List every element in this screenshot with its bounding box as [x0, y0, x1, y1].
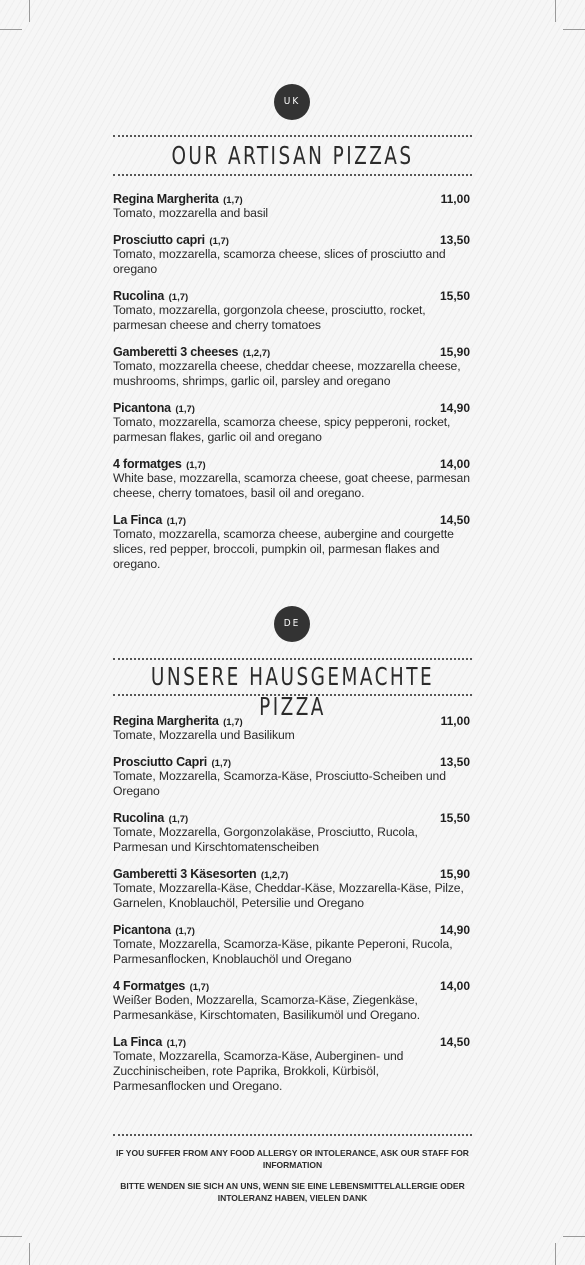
item-description: Tomato, mozzarella, scamorza cheese, spicy pepperoni, rocket, parmesan flakes, garlic oil and oregano: [113, 415, 451, 444]
item-price: 15,50: [439, 811, 470, 825]
item-price: 11,00: [440, 192, 470, 206]
menu-item: [113, 1033, 472, 1094]
item-description: Weißer Boden, Mozzarella, Scamorza-Käse, Ziegenkäse, Parmesankäse, Kirschtomaten, Basilikumöl und Oregano.: [113, 993, 420, 1022]
item-price: 11,00: [440, 714, 470, 728]
item-allergens: (1,7): [189, 982, 210, 993]
menu-item: [113, 399, 472, 445]
item-allergens: (1,2,7): [242, 348, 271, 359]
item-description: Tomato, mozzarella, scamorza cheese, slices of prosciutto and oregano: [113, 247, 446, 276]
item-description: Tomato, mozzarella, gorgonzola cheese, prosciutto, rocket, parmesan cheese and cherry tomatoes: [113, 303, 426, 332]
menu-item: [113, 343, 472, 389]
item-name: Gamberetti 3 cheeses: [113, 345, 239, 359]
item-allergens: (1,7): [168, 814, 189, 825]
menu-item: [113, 712, 472, 743]
item-allergens: (1,7): [223, 717, 243, 728]
dotted-divider: [113, 658, 472, 660]
item-price: 14,90: [439, 401, 470, 415]
crop-mark: [0, 1236, 22, 1237]
item-description: Tomate, Mozzarella, Gorgonzolakäse, Prosciutto, Rucola, Parmesan und Kirschtomatenscheiben: [113, 825, 418, 854]
menu-item: [113, 511, 472, 572]
item-description: Tomate, Mozzarella, Scamorza-Käse, Auberginen- und Zucchinischeiben, rote Paprika, Brokkoli, Kürbisöl, Parmesanflocken und Oregano.: [113, 1049, 404, 1093]
item-price: 15,90: [439, 345, 470, 359]
section-title-uk: OUR ARTISAN PIZZAS: [171, 141, 414, 170]
item-name: Regina Margherita: [113, 192, 219, 206]
menu-item: [113, 455, 472, 501]
menu-item: [113, 809, 472, 855]
crop-mark: [563, 29, 585, 30]
item-description: White base, mozzarella, scamorza cheese, goat cheese, parmesan cheese, cherry tomatoes, basil oil and oregano.: [113, 471, 470, 500]
dotted-divider: [113, 694, 472, 696]
item-price: 14,50: [439, 513, 470, 527]
item-price: 15,90: [439, 867, 470, 881]
item-name: Gamberetti 3 Käsesorten: [113, 867, 257, 881]
menu-item: [113, 921, 472, 967]
item-price: 14,50: [439, 1035, 470, 1049]
item-allergens: (1,7): [186, 460, 206, 471]
item-description: Tomato, mozzarella cheese, cheddar cheese, mozzarella cheese, mushrooms, shrimps, garlic oil, parsley and oregano: [113, 359, 461, 388]
language-badge-de: DE: [274, 606, 310, 642]
crop-mark: [29, 1243, 30, 1265]
menu-item: [113, 977, 472, 1023]
item-name: Rucolina: [113, 289, 165, 303]
item-name: La Finca: [113, 1035, 163, 1049]
crop-mark: [555, 0, 556, 22]
item-description: Tomate, Mozzarella-Käse, Cheddar-Käse, Mozzarella-Käse, Pilze, Garnelen, Knoblauchöl, Petersilie und Oregano: [113, 881, 464, 910]
item-name: Picantona: [113, 401, 171, 415]
menu-item: [113, 287, 472, 333]
crop-mark: [0, 29, 22, 30]
item-price: 15,50: [439, 289, 470, 303]
item-price: 13,50: [439, 233, 470, 247]
item-price: 14,00: [439, 457, 470, 471]
item-description: Tomato, mozzarella, scamorza cheese, aubergine and courgette slices, red pepper, broccoli, pumpkin oil, parmesan flakes and oregano.: [113, 527, 454, 571]
item-allergens: (1,7): [223, 195, 243, 206]
item-allergens: (1,2,7): [260, 870, 289, 881]
item-name: La Finca: [113, 513, 163, 527]
dotted-divider: [113, 1134, 472, 1136]
item-name: Regina Margherita: [113, 714, 219, 728]
dotted-divider: [113, 135, 472, 137]
item-name: 4 formatges: [113, 457, 182, 471]
item-name: Prosciutto Capri: [113, 755, 208, 769]
item-description: Tomato, mozzarella and basil: [113, 206, 269, 220]
item-name: Rucolina: [113, 811, 165, 825]
item-name: Prosciutto capri: [113, 233, 205, 247]
item-allergens: (1,7): [175, 926, 195, 937]
item-description: Tomate, Mozzarella und Basilikum: [113, 728, 295, 742]
item-allergens: (1,7): [166, 1038, 187, 1049]
menu-item: [113, 753, 472, 799]
item-allergens: (1,7): [175, 404, 195, 415]
dotted-divider: [113, 174, 472, 176]
menu-item: [113, 865, 472, 911]
menu-item: [113, 190, 472, 221]
item-description: Tomate, Mozzarella, Scamorza-Käse, Prosciutto-Scheiben und Oregano: [113, 769, 446, 798]
item-price: 13,50: [439, 755, 470, 769]
menu-item: [113, 231, 472, 277]
crop-mark: [555, 1243, 556, 1265]
item-name: 4 Formatges: [113, 979, 186, 993]
menu-list-de: [113, 712, 472, 1104]
item-allergens: (1,7): [211, 758, 232, 769]
item-description: Tomate, Mozzarella, Scamorza-Käse, pikante Peperoni, Rucola, Parmesanflocken, Knoblauchöl und Oregano: [113, 937, 453, 966]
menu-list-uk: [113, 190, 472, 582]
allergy-notice-en: IF YOU SUFFER FROM ANY FOOD ALLERGY OR INTOLERANCE, ASK OUR STAFF FOR INFORMATION: [116, 1148, 469, 1170]
allergy-notice-de: BITTE WENDEN SIE SICH AN UNS, WENN SIE EINE LEBENSMITTELALLERGIE ODER INTOLERANZ HABEN, VIELEN DANK: [120, 1181, 465, 1203]
crop-mark: [29, 0, 30, 22]
item-price: 14,90: [439, 923, 470, 937]
language-badge-uk: UK: [274, 84, 310, 120]
item-name: Picantona: [113, 923, 171, 937]
item-price: 14,00: [439, 979, 470, 993]
item-allergens: (1,7): [209, 236, 229, 247]
crop-mark: [563, 1236, 585, 1237]
item-allergens: (1,7): [168, 292, 189, 303]
section-title-de: UNSERE HAUSGEMACHTE PIZZA: [150, 662, 435, 721]
item-allergens: (1,7): [166, 516, 187, 527]
